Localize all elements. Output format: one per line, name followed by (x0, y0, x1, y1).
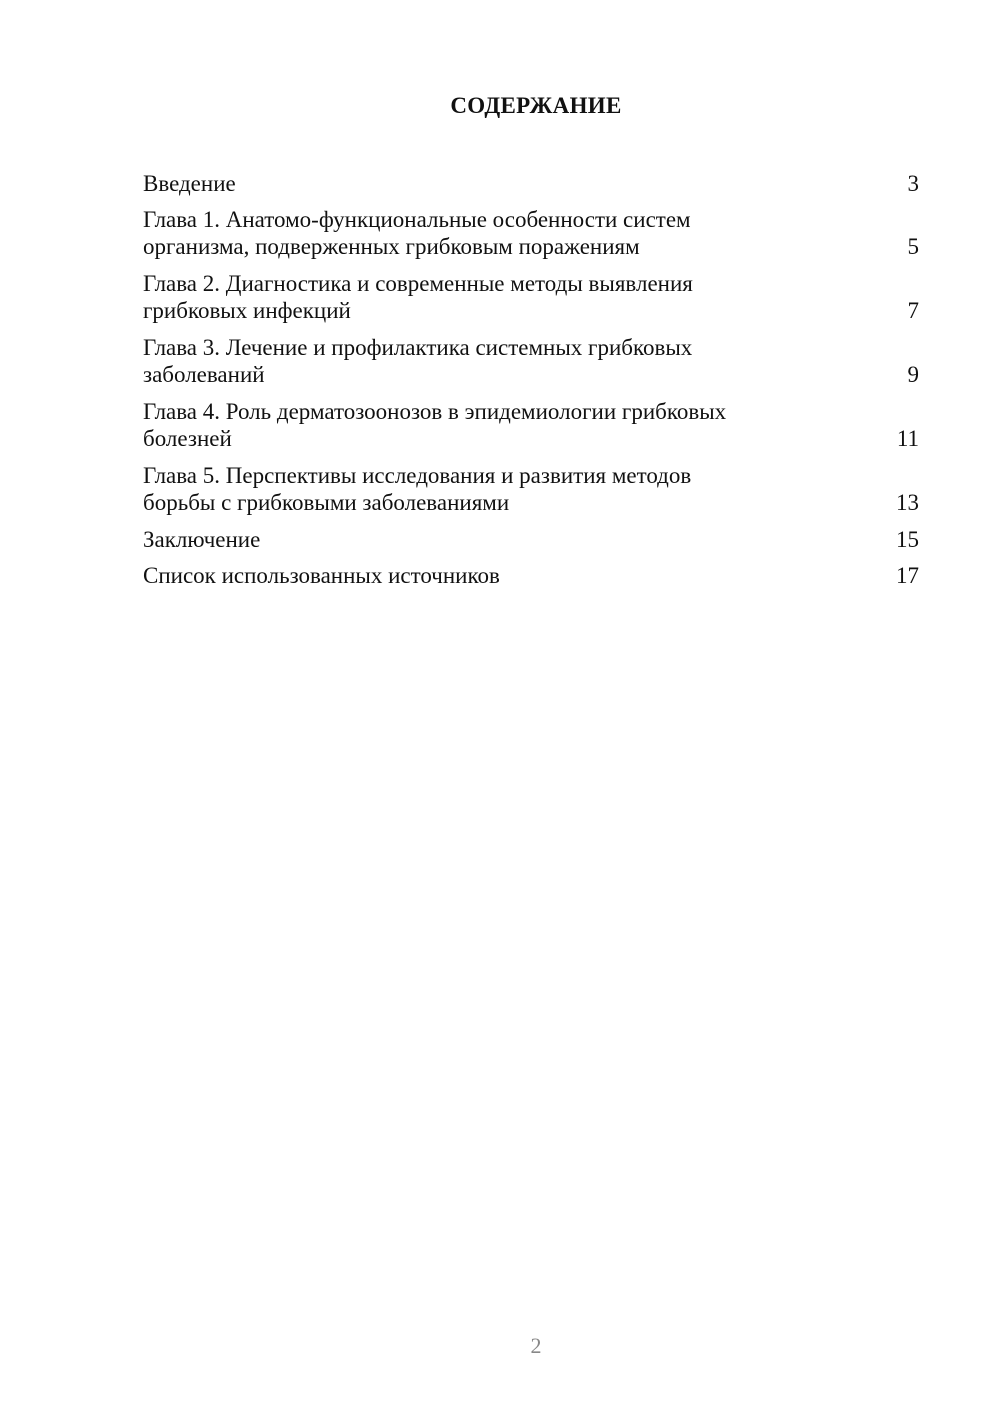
toc-entry-label (143, 206, 691, 260)
toc-entry-page: 9 (907, 362, 919, 387)
toc-entry-label (143, 462, 691, 516)
toc-entry-chapter-3 (143, 334, 919, 388)
page-title: СОДЕРЖАНИЕ (450, 93, 622, 118)
toc-entry-chapter-1 (143, 206, 919, 260)
toc-entry-line: Глава 4. Роль дерматозоонозов в эпидемиологии грибковых (143, 399, 727, 424)
toc-entry-line: Введение (143, 171, 236, 196)
toc-entry-line: Глава 5. Перспективы исследования и развития методов (143, 463, 692, 488)
toc-entry-conclusion (143, 526, 919, 553)
toc-entry-line: борьбы с грибковыми заболеваниями (143, 490, 510, 515)
toc-entry-page: 13 (896, 490, 919, 515)
toc-entry-line: болезней (143, 426, 232, 451)
toc-entry-references (143, 562, 919, 589)
toc-entry-chapter-4 (143, 398, 919, 452)
toc-entry-line: Глава 2. Диагностика и современные методы выявления (143, 271, 693, 296)
toc-entry-line: грибковых инфекций (143, 298, 351, 323)
toc-entry-chapter-2 (143, 270, 919, 324)
toc-entry-page: 5 (907, 234, 919, 259)
toc-entry-line: организма, подверженных грибковым поражениям (143, 234, 640, 259)
toc-entry-page: 17 (896, 563, 919, 588)
toc-entry-label (143, 562, 500, 589)
toc-entry-label (143, 526, 260, 553)
toc-entry-chapter-5 (143, 462, 919, 516)
table-of-contents (143, 170, 919, 598)
toc-entry-line: заболеваний (143, 362, 265, 387)
toc-entry-page: 11 (896, 426, 919, 451)
toc-entry-line: Глава 3. Лечение и профилактика системных грибковых (143, 335, 693, 360)
toc-entry-page: 3 (907, 171, 919, 196)
toc-entry-line: Список использованных источников (143, 563, 500, 588)
toc-entry-label (143, 270, 693, 324)
toc-entry-label (143, 398, 726, 452)
toc-entry-label (143, 334, 692, 388)
toc-entry-line: Глава 1. Анатомо-функциональные особенности систем (143, 207, 691, 232)
toc-entry-introduction (143, 170, 919, 197)
toc-entry-line: Заключение (143, 527, 261, 552)
toc-entry-page: 15 (896, 527, 919, 552)
toc-entry-label (143, 170, 236, 197)
toc-entry-page: 7 (907, 298, 919, 323)
page-number: 2 (530, 1333, 542, 1358)
